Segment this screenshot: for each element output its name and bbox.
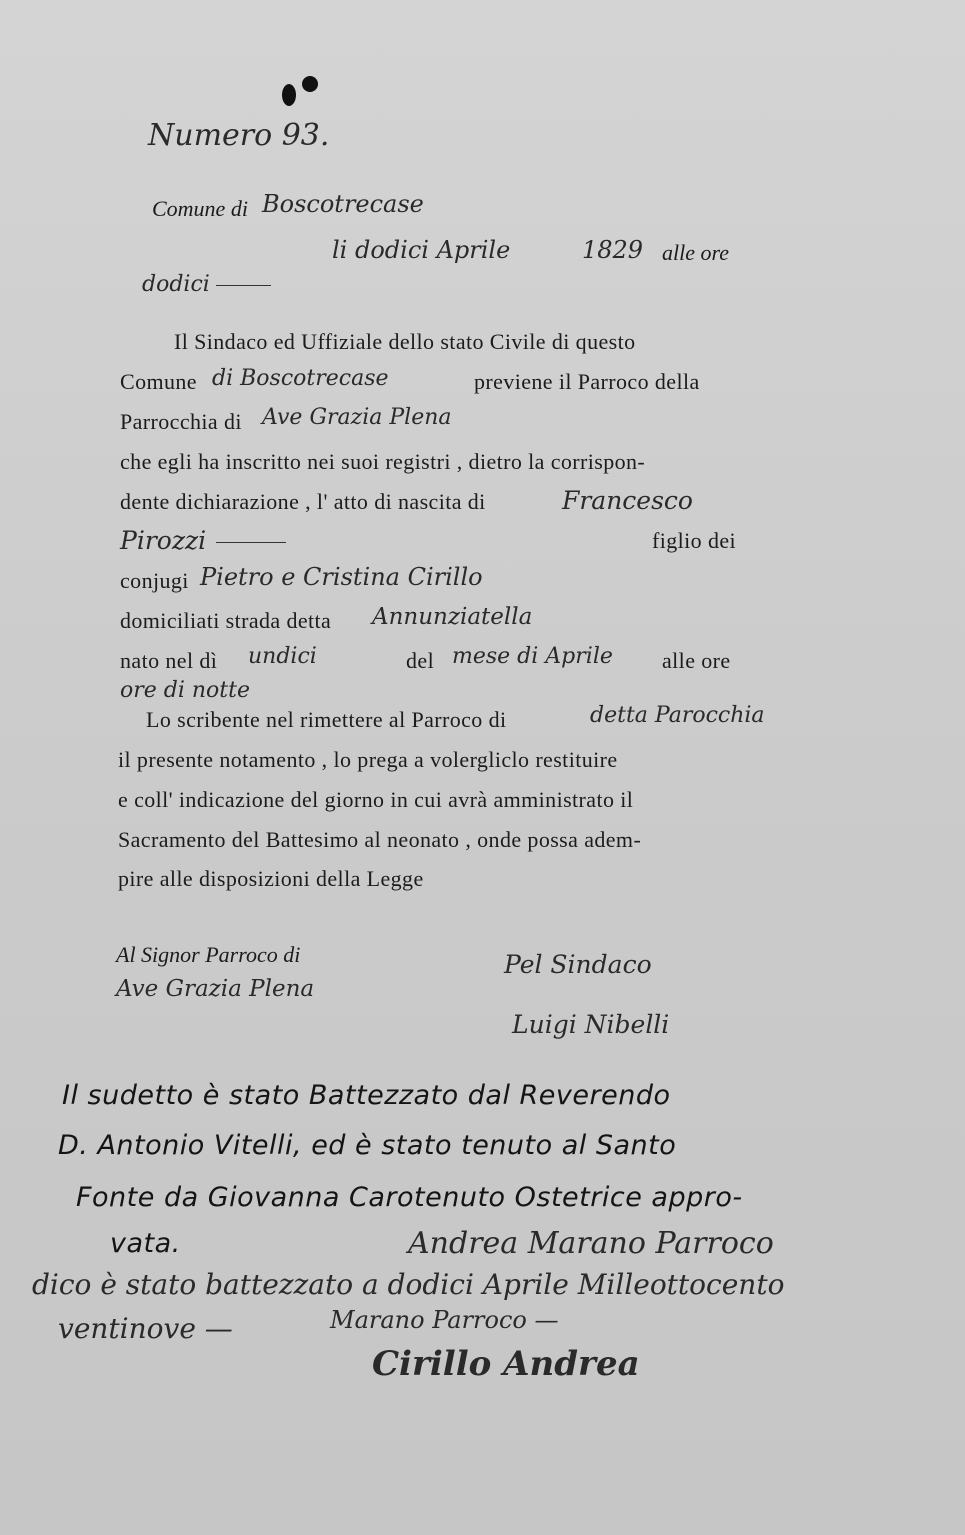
year: 1829 xyxy=(582,236,644,264)
body-line: Sacramento del Battesimo al neonato , onde possa adem- xyxy=(118,827,642,852)
annotation-line: ventinove — xyxy=(58,1312,233,1345)
annotation-line: D. Antonio Vitelli, ed è stato tenuto al Santo xyxy=(58,1130,677,1161)
body-line: pire alle disposizioni della Legge xyxy=(118,866,424,891)
handwritten-fill: Ave Grazia Plena xyxy=(262,405,452,430)
date-value: li dodici Aprile xyxy=(332,236,511,264)
body-text: conjugi xyxy=(120,568,189,593)
record-number: Numero 93. xyxy=(148,118,330,153)
annotation-line: dico è stato battezzato a dodici Aprile Milleottocento xyxy=(32,1268,785,1301)
handwritten-fill: undici xyxy=(248,644,317,669)
filler-dash xyxy=(216,285,271,286)
addressee-parish: Ave Grazia Plena xyxy=(116,976,315,1002)
annotation-line: Il sudetto è stato Battezzato dal Reverendo xyxy=(62,1080,671,1111)
witness-signature: Cirillo Andrea xyxy=(372,1344,640,1384)
handwritten-fill: Francesco xyxy=(562,486,693,515)
handwritten-fill: Annunziatella xyxy=(372,604,533,630)
handwritten-fill: mese di Aprile xyxy=(452,644,613,669)
priest-signature: Andrea Marano Parroco xyxy=(408,1226,774,1261)
body-line: che egli ha inscritto nei suoi registri , dietro la corrispon- xyxy=(120,449,646,474)
filler-dash xyxy=(216,542,286,543)
addressee-label: Al Signor Parroco di xyxy=(116,942,301,967)
ink-blot xyxy=(282,84,296,106)
handwritten-fill: detta Parocchia xyxy=(590,703,765,728)
body-text: Lo scribente nel rimettere al Parroco di xyxy=(146,707,507,732)
ink-blot-small xyxy=(302,76,318,92)
body-text: previene il Parroco della xyxy=(474,369,700,394)
body-line: Il Sindaco ed Uffiziale dello stato Civile di questo xyxy=(174,329,636,354)
body-text: Comune xyxy=(120,369,197,394)
mayor-signature: Luigi Nibelli xyxy=(512,1010,670,1039)
handwritten-fill: ore di notte xyxy=(120,678,251,703)
handwritten-fill: di Boscotrecase xyxy=(212,366,389,391)
body-text: alle ore xyxy=(662,648,731,673)
comune-label: Comune di xyxy=(152,196,248,221)
hour-value-text: dodici xyxy=(142,272,210,297)
priest-signature-2: Marano Parroco — xyxy=(330,1306,559,1334)
hour-value xyxy=(142,272,271,297)
body-text: figlio dei xyxy=(652,528,737,553)
handwritten-fill: Pietro e Cristina Cirillo xyxy=(200,563,483,591)
body-text: nato nel dì xyxy=(120,648,218,673)
signature-label: Pel Sindaco xyxy=(504,950,652,979)
body-text: dente dichiarazione , l' atto di nascita di xyxy=(120,489,486,514)
body-text: del xyxy=(406,648,435,673)
body-line: e coll' indicazione del giorno in cui avrà amministrato il xyxy=(118,787,634,812)
body-text: domiciliati strada detta xyxy=(120,608,332,633)
annotation-line: Fonte da Giovanna Carotenuto Ostetrice appro- xyxy=(76,1182,743,1213)
handwritten-surname xyxy=(120,526,286,555)
surname-text: Pirozzi xyxy=(120,526,207,555)
body-line: il presente notamento , lo prega a volergliclo restituire xyxy=(118,747,618,772)
hour-label: alle ore xyxy=(662,240,729,265)
body-text: Parrocchia di xyxy=(120,409,242,434)
comune-value: Boscotrecase xyxy=(262,190,424,218)
annotation-line: vata. xyxy=(110,1228,181,1259)
